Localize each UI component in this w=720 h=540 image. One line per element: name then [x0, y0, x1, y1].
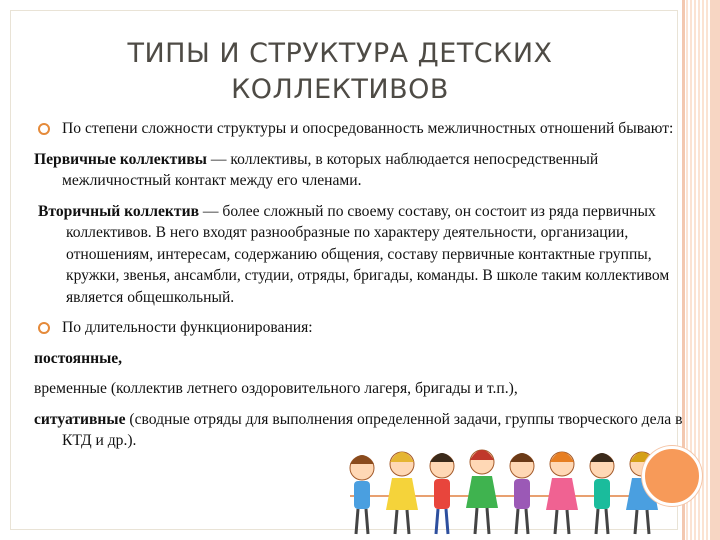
situational-term: ситуативные: [34, 410, 126, 428]
decor-stripe-edge: [710, 0, 720, 540]
bullet-structure: [34, 118, 684, 140]
bullet-duration: [34, 317, 684, 339]
circle-bullet-icon: [38, 123, 50, 135]
primary-term: Первичные коллективы: [34, 150, 207, 168]
child-figure: [546, 452, 578, 534]
paragraph-permanent: постоянные,: [34, 349, 123, 367]
child-figure: [590, 453, 614, 534]
situational-definition: (сводные отряды для выполнения определенной задачи, группы творческого дела в КТД и др.).: [62, 410, 683, 449]
child-figure: [350, 455, 374, 534]
slide-title: [60, 36, 620, 108]
child-figure: [386, 452, 418, 534]
child-figure: [510, 453, 534, 534]
paragraph-primary: [34, 149, 684, 192]
paragraph-secondary: [34, 201, 684, 309]
bullet-duration-text: По длительности функционирования:: [62, 319, 313, 336]
accent-circle: [642, 446, 702, 506]
title-line-1: ТИПЫ И СТРУКТУРА ДЕТСКИХ: [127, 38, 553, 69]
child-figure: [466, 450, 498, 534]
child-figure: [430, 453, 454, 534]
title-line-2: КОЛЛЕКТИВОВ: [231, 74, 449, 105]
slide-body: [34, 118, 684, 452]
secondary-definition: — более сложный по своему составу, он состоит из ряда первичных коллективов. В него входят разнообразные по характеру деятельности, организации, отношениям, интересам, содержанию общения, составу первичные контактные группы, кружки, звенья, ансамбли, студии, отряды, бригады, команды. В школе таким коллективом является общешкольный.: [66, 202, 670, 306]
bullet-structure-text: По степени сложности структуры и опосредованность межличностных отношений бывают:: [62, 120, 674, 137]
children-holding-hands-icon: [340, 438, 670, 540]
circle-bullet-icon: [38, 322, 50, 334]
paragraph-temporary: временные (коллектив летнего оздоровительного лагеря, бригады и т.п.),: [34, 380, 518, 397]
primary-definition: — коллективы, в которых наблюдается непосредственный межличностный контакт между его членами.: [62, 150, 599, 189]
secondary-term: Вторичный коллектив: [38, 202, 199, 220]
